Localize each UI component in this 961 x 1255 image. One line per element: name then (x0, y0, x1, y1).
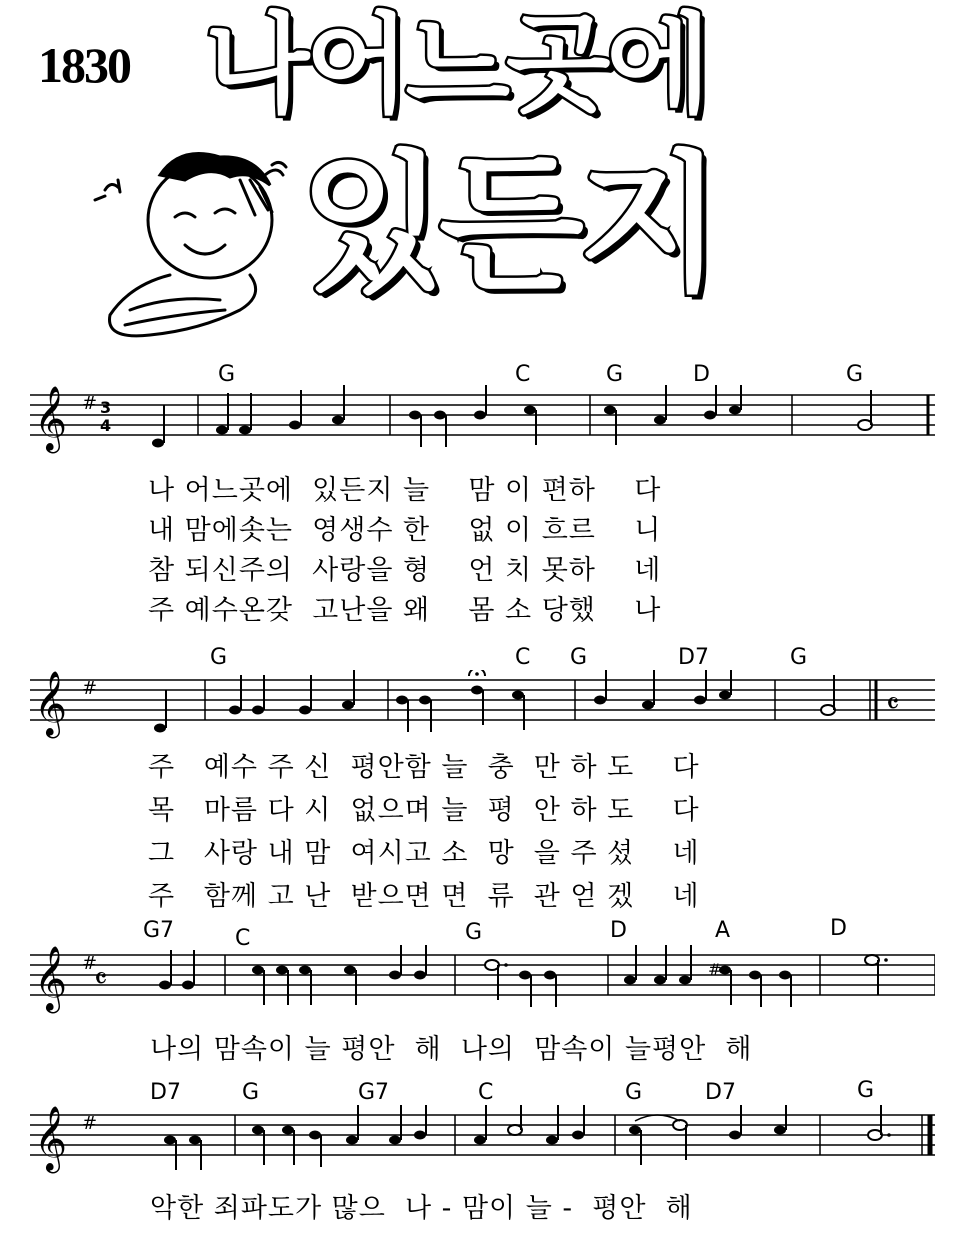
chord: A (715, 918, 731, 943)
chord: G (218, 362, 236, 387)
chord: G (857, 1078, 875, 1103)
lyric-line: 나의 맘속이 늘 평안 해 나의 맘속이 늘평안 해 (150, 1034, 753, 1065)
chord: G (242, 1080, 260, 1105)
svg-text:#: # (82, 678, 98, 699)
chord: G (846, 362, 864, 387)
svg-text:#: # (82, 1113, 98, 1134)
staff-system-3 (30, 945, 935, 1015)
chord: C (515, 362, 531, 387)
chord: G (570, 645, 588, 670)
svg-text:𝄴: 𝄴 (886, 687, 900, 722)
chord: G (625, 1080, 643, 1105)
lyric-line: 목 마름 다 시 없으며 늘 평 안 하 도 다 (148, 795, 700, 826)
chord: C (235, 926, 251, 951)
chord: G (210, 645, 228, 670)
chord: C (515, 645, 531, 670)
chord: D (830, 916, 847, 941)
svg-text:𝄞: 𝄞 (34, 671, 68, 736)
svg-text:4: 4 (100, 416, 112, 435)
svg-text:𝄞: 𝄞 (34, 946, 68, 1011)
lyric-line: 나 어느곳에 있든지 늘 맘 이 편하 다 (148, 475, 662, 506)
staff-system-4 (30, 1105, 935, 1175)
chord: G7 (143, 918, 175, 943)
staff-system-2 (30, 670, 935, 740)
chord: D (610, 918, 627, 943)
svg-text:3: 3 (100, 398, 112, 417)
title-line-2: 있든지 (300, 138, 717, 312)
lyric-line: 주 예수온갖 고난을 왜 몸 소 당했 나 (148, 595, 662, 626)
title-line-1: 나어느곳에 (205, 3, 707, 128)
hymn-number: 1830 (38, 37, 130, 93)
chord: D7 (150, 1080, 181, 1105)
svg-text:#: # (82, 953, 98, 974)
lyric-line: 주 예수 주 신 평안함 늘 충 만 하 도 다 (148, 752, 700, 783)
chord: G (606, 362, 624, 387)
lyric-line: 그 사랑 내 맘 여시고 소 망 을 주 셨 네 (148, 838, 700, 869)
lyric-line: 악한 죄파도가 많으 나 - 맘이 늘 - 평안 해 (150, 1193, 693, 1224)
svg-text:#: # (708, 960, 722, 979)
staff-system-1 (30, 385, 935, 455)
chord: G (465, 920, 483, 945)
svg-text:#: # (82, 393, 98, 414)
chord: D7 (678, 645, 709, 670)
chord: C (478, 1080, 494, 1105)
svg-text:𝄞: 𝄞 (34, 1106, 68, 1171)
svg-text:𝄴: 𝄴 (94, 962, 108, 997)
lyric-line: 주 함께 고 난 받으면 면 류 관 얻 겠 네 (148, 881, 700, 912)
chord: D7 (705, 1080, 736, 1105)
lyric-line: 내 맘에솟는 영생수 한 없 이 흐르 니 (148, 515, 662, 546)
lyric-line: 참 되신주의 사랑을 형 언 치 못하 네 (148, 555, 662, 586)
svg-text:𝄞: 𝄞 (34, 386, 68, 451)
chord: G (790, 645, 808, 670)
chord: G7 (358, 1080, 390, 1105)
chord: D (693, 362, 710, 387)
singing-boy-illustration (90, 135, 320, 345)
